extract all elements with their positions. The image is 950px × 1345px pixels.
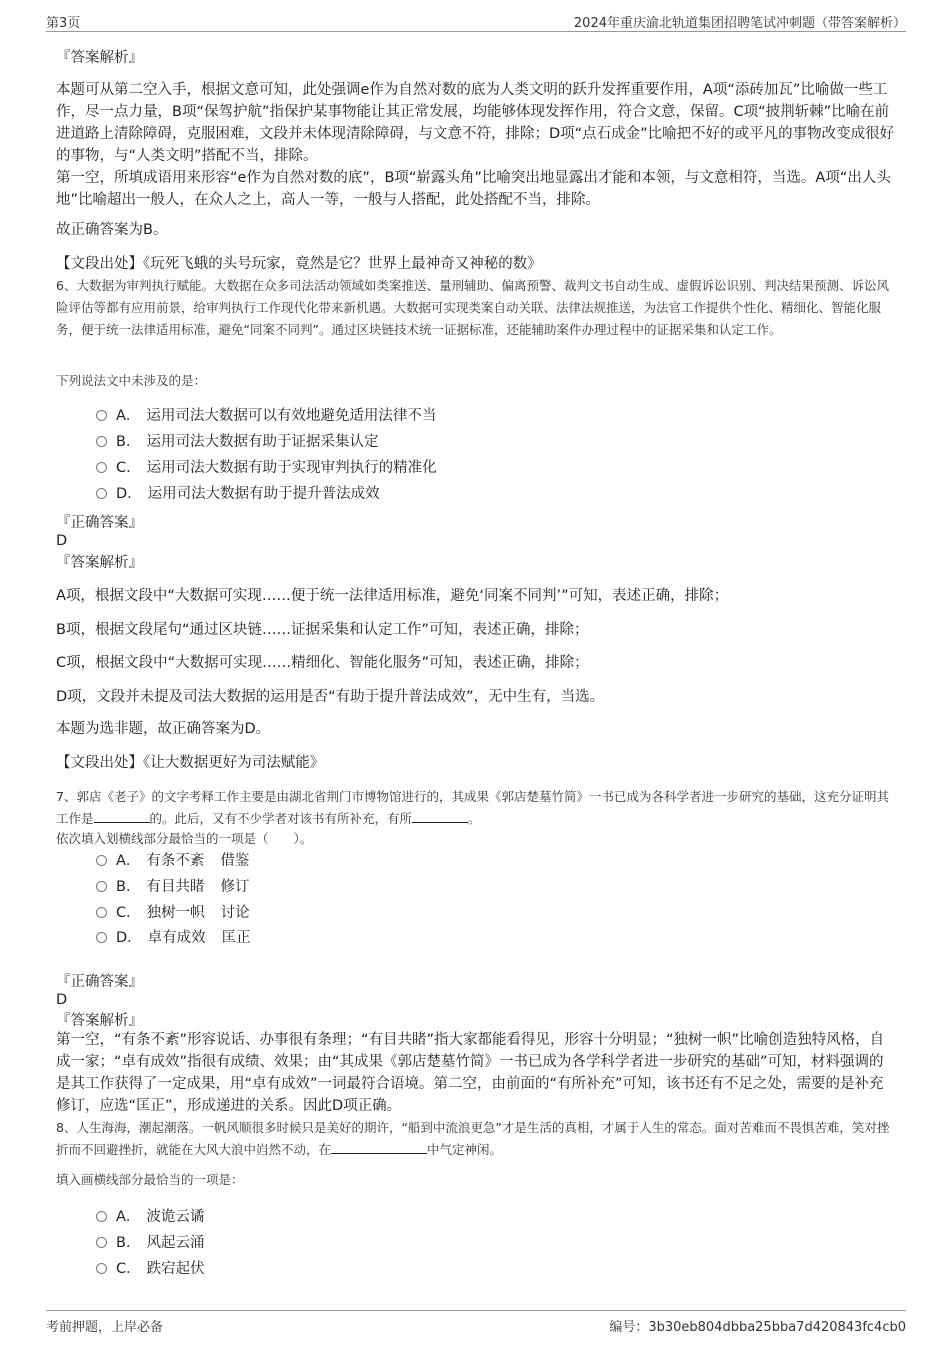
q8-option-a[interactable]: A． 波诡云谲	[96, 1207, 204, 1227]
page-header	[46, 12, 906, 32]
header-divider	[46, 31, 906, 32]
q6-analysis-d: D项，文段并未提及司法大数据的运用是否“有助于提升普法成效”，无中生有，当选。	[56, 689, 605, 705]
q6-analysis-b: B项，根据文段尾句“通过区块链……证据采集和认定工作”可知，表述正确，排除；	[56, 622, 589, 638]
q8-stem: 8、人生海海，潮起潮落。一帆风顺很多时候只是美好的期许，“船到中流浪更急”才是生活的真相，才属于人生的常态。面对苦难而不畏惧苦难，笑对挫折而不回避挫折，就能在大风大浪中岿然不动，在 中气定神闲。	[56, 1120, 890, 1157]
radio-icon[interactable]	[96, 855, 107, 866]
q6-option-a[interactable]: A． 运用司法大数据可以有效地避免适用法律不当	[96, 406, 436, 426]
radio-icon[interactable]	[96, 881, 107, 892]
q8-option-b[interactable]: B． 风起云涌	[96, 1233, 204, 1253]
page-number: 第3页	[46, 16, 81, 31]
q6-answer-label: 『正确答案』	[56, 515, 143, 531]
radio-icon[interactable]	[96, 1237, 107, 1248]
q5-source: 【文段出处】《玩死飞蛾的头号玩家，竟然是它？世界上最神奇又神秘的数》	[56, 256, 542, 272]
q7-option-a[interactable]: A． 有条不紊 借鉴	[96, 851, 249, 871]
q8-question: 填入画横线部分最恰当的一项是：	[56, 1172, 244, 1187]
q7-stem: 7、郭店《老子》的文字考释工作主要是由湖北省荆门市博物馆进行的，其成果《郭店楚墓竹简》一书已成为各科学者进一步研究的基础，这充分证明其工作是 的。此后，又有不少学者对该书有所补充，有所 。	[56, 789, 889, 826]
q5-conclusion: 故正确答案为B。	[56, 222, 168, 238]
radio-icon[interactable]	[96, 1263, 107, 1274]
fill-blank	[331, 1139, 427, 1154]
radio-icon[interactable]	[96, 907, 107, 918]
radio-icon[interactable]	[96, 462, 107, 473]
q6-source: 【文段出处】《让大数据更好为司法赋能》	[56, 755, 325, 771]
q6-question: 下列说法文中未涉及的是：	[56, 373, 207, 388]
q5-analysis-paragraph-2: 第一空，所填成语用来形容“e作为自然对数的底”，B项“崭露头角”比喻突出地显露出才能和本领，与文意相符，当选。A项“出人头地”比喻超出一般人，在众人之上，高人一等，一般与人搭配，此处搭配不当，排除。	[56, 170, 891, 208]
q7-option-b[interactable]: B． 有目共睹 修订	[96, 877, 249, 897]
footer-slogan: 考前押题，上岸必备	[46, 1320, 164, 1335]
document-id: 编号：3b30eb804dbba25bba7d420843fc4cb0	[609, 1320, 906, 1335]
q7-analysis: 第一空，“有条不紊”形容说话、办事很有条理；“有目共睹”指大家都能看得见，形容十分明显；“独树一帜”比喻创造独特风格，自成一家；“卓有成效”指很有成绩、效果；由“其成果《郭店楚墓竹简》一书已成为各学科学者进一步研究的基础”可知，材料强调的是其工作获得了一定成果，用“卓有成效”一词最符合语境。第二空，由前面的“有所补充”可知，该书还有不足之处，需要的是补充修订，应选“匡正”，形成递进的关系。因此D项正确。	[56, 1032, 885, 1114]
q7-question: 依次填入划横线部分最恰当的一项是（ ）。	[56, 831, 313, 846]
radio-icon[interactable]	[96, 410, 107, 421]
fill-blank	[94, 808, 150, 823]
q6-answer: D	[56, 533, 68, 549]
radio-icon[interactable]	[96, 436, 107, 447]
q6-conclusion: 本题为选非题，故正确答案为D。	[56, 721, 271, 737]
q6-analysis-a: A项，根据文段中“大数据可实现……便于统一法律适用标准，避免‘同案不同判’”可知，表述正确，排除；	[56, 588, 729, 604]
q6-stem: 6、大数据为审判执行赋能。大数据在众多司法活动领域如类案推送、量刑辅助、偏离预警、裁判文书自动生成、虚假诉讼识别、判决结果预测、诉讼风险评估等都有应用前景，给审判执行工作现代化带来新机遇。大数据可实现类案自动关联、法律法规推送，为法官工作提供个性化、精细化、智能化服务，便于统一法律适用标准，避免“同案不同判”。通过区块链技术统一证据标准，还能辅助案件办理过程中的证据采集和认定工作。	[56, 278, 889, 337]
q7-analysis-label: 『答案解析』	[56, 1013, 143, 1029]
q5-analysis-label: 『答案解析』	[56, 50, 143, 66]
q7-answer: D	[56, 992, 68, 1008]
q7-option-d[interactable]: D． 卓有成效 匡正	[96, 928, 251, 948]
q7-option-c[interactable]: C． 独树一帜 讨论	[96, 903, 250, 923]
q8-option-c[interactable]: C． 跌宕起伏	[96, 1259, 205, 1279]
q5-analysis-paragraph-1: 本题可从第二空入手，根据文意可知，此处强调e作为自然对数的底为人类文明的跃升发挥重要作用，A项“添砖加瓦”比喻做一些工作，尽一点力量，B项“保驾护航”指保护某事物能让其正常发展，均能够体现发挥作用，符合文意，保留。C项“披荆斩棘”比喻在前进道路上清除障碍，克服困难，文段并未体现清除障碍，与文意不符，排除；D项“点石成金”比喻把不好的或平凡的事物改变成很好的事物，与“人类文明”搭配不当，排除。	[56, 82, 895, 164]
radio-icon[interactable]	[96, 932, 107, 943]
q6-option-c[interactable]: C． 运用司法大数据有助于实现审判执行的精准化	[96, 458, 437, 478]
fill-blank	[412, 808, 468, 823]
radio-icon[interactable]	[96, 1211, 107, 1222]
radio-icon[interactable]	[96, 488, 107, 499]
document-title: 2024年重庆渝北轨道集团招聘笔试冲刺题（带答案解析）	[573, 16, 906, 31]
q6-analysis-label: 『答案解析』	[56, 555, 143, 571]
footer-divider	[46, 1310, 906, 1311]
q7-answer-label: 『正确答案』	[56, 974, 143, 990]
q6-option-b[interactable]: B． 运用司法大数据有助于证据采集认定	[96, 432, 378, 452]
q6-analysis-c: C项，根据文段中“大数据可实现……精细化、智能化服务”可知，表述正确，排除；	[56, 655, 589, 671]
q6-option-d[interactable]: D． 运用司法大数据有助于提升普法成效	[96, 484, 380, 504]
